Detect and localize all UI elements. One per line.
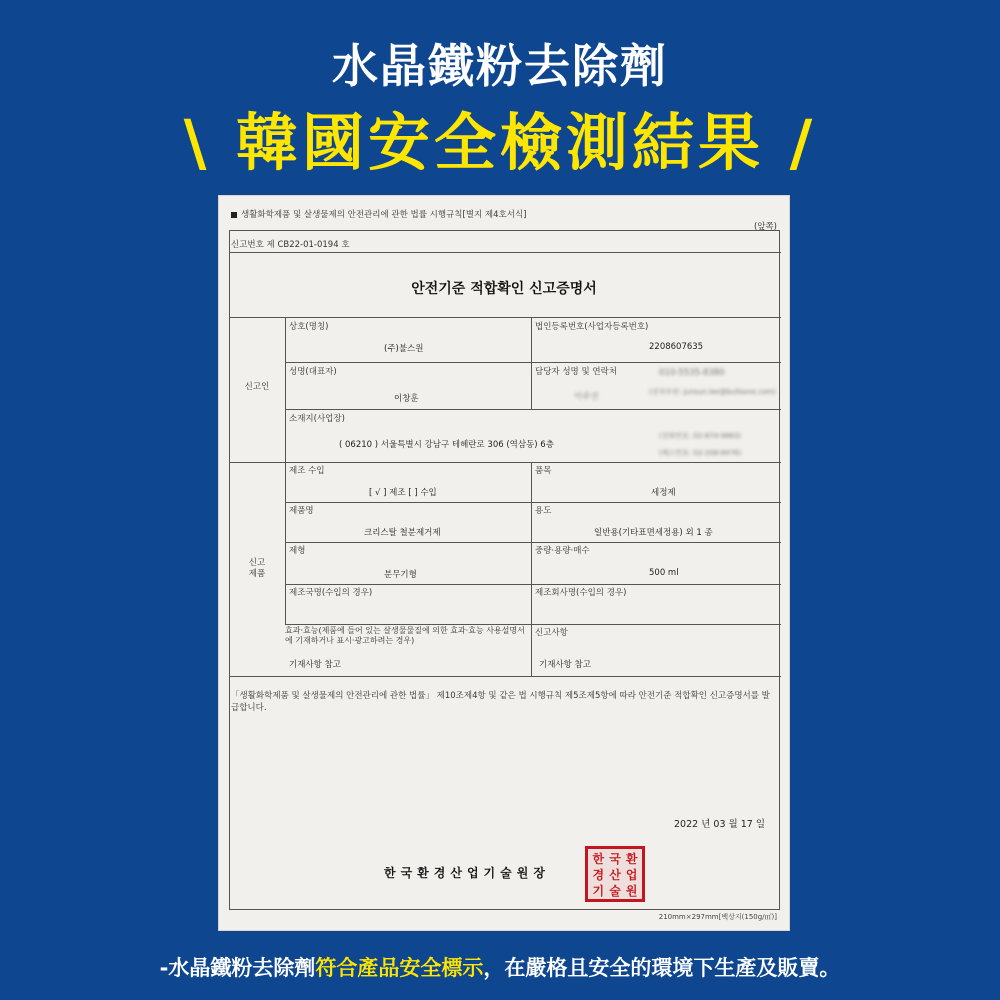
maker-label: 제조회사명(수입의 경우)	[535, 588, 627, 598]
contact-name: 이주선	[574, 392, 599, 402]
issue-date: 2022 년 03 월 17 일	[674, 819, 765, 830]
footer-suffix: ，在嚴格且安全的環境下生產及販賣。	[483, 956, 841, 980]
certificate-document	[219, 196, 789, 930]
use-value: 일반용(기타표면세정용) 외 1 종	[594, 528, 713, 538]
divider	[229, 252, 781, 253]
item-label: 품목	[535, 466, 552, 476]
tel-value: (전화번호: 02-874-9863)	[659, 432, 742, 440]
item-value: 세정제	[651, 488, 676, 498]
official-seal-stamp: 한 국 환 경 산 업 기 술 원	[585, 846, 645, 902]
product-name-label: 제품명	[289, 506, 314, 516]
divider	[285, 409, 781, 410]
divider	[229, 317, 781, 318]
notes-value: 기재사항 참고	[539, 660, 591, 670]
certificate-title: 안전기준 적합확인 신고증명서	[411, 281, 597, 297]
divider	[531, 462, 532, 624]
mfg-import-label: 제조 수입	[289, 466, 325, 476]
subtitle-text: 韓國安全檢測結果	[235, 106, 764, 179]
square-bullet-icon	[231, 212, 237, 218]
divider	[229, 676, 781, 677]
volume-label: 중량·용량·매수	[535, 546, 590, 556]
effect-value: 기재사항 참고	[289, 660, 341, 670]
representative-label: 성명(대표자)	[289, 367, 337, 377]
form-value: 분무기형	[384, 570, 417, 580]
use-label: 용도	[535, 506, 552, 516]
effect-label: 효과·효능(제품에 들어 있는 살생물물질에 의한 효과·효능 사용설명서에 기재하거나 표시·광고하려는 경우)	[285, 626, 525, 645]
footer-prefix: -水晶鐵粉去除劑	[159, 956, 316, 980]
left-slash: \	[183, 106, 211, 179]
right-slash: /	[789, 106, 817, 179]
declaration-text: 「생활화학제품 및 살생물제의 안전관리에 관한 법률」 제10조제4항 및 같은 법 시행규칙 제5조제5항에 따라 안전기준 적합확인 신고증명서를 발급합니다.	[231, 691, 770, 713]
footer-caption	[0, 952, 1000, 982]
divider	[531, 624, 532, 676]
header-subtitle	[0, 93, 1000, 182]
form-label: 제형	[289, 546, 306, 556]
applicant-label: 신고인	[244, 382, 270, 392]
divider	[285, 624, 781, 625]
product-name-value: 크리스탈 철분제거제	[364, 528, 441, 538]
volume-value: 500 ml	[649, 568, 679, 578]
footer-highlight: 符合產品安全標示	[315, 956, 484, 980]
address-value: ( 06210 ) 서울특별시 강남구 테헤란로 306 (역삼동) 6층	[339, 440, 554, 450]
bizno-label: 법인등록번호(사업자등록번호)	[535, 322, 649, 332]
country-label: 제조국명(수입의 경우)	[289, 588, 373, 598]
header-title: 水晶鐵粉去除劑	[332, 39, 668, 93]
divider	[285, 362, 781, 363]
product-section-label: 신고 제품	[248, 558, 266, 579]
contact-phone: 010-5535-8380	[659, 368, 725, 378]
law-title: 생활화학제품 및 살생물제의 안전관리에 관한 법률 시행규칙[별지 제4호서식]	[231, 208, 527, 220]
paper-size-note: 210mm×297mm[백상지(150g/㎡)]	[658, 913, 777, 921]
company-value: (주)불스원	[384, 344, 424, 354]
fax-value: (팩스번호: 02-208-8476)	[659, 449, 742, 457]
divider	[229, 462, 781, 463]
bizno-value: 2208607635	[649, 342, 704, 352]
contact-label: 담당자 성명 및 연락처	[535, 367, 618, 377]
divider	[531, 317, 532, 409]
address-label: 소재지(사업장)	[289, 414, 345, 424]
divider	[285, 502, 781, 503]
notes-label: 신고사항	[535, 628, 568, 638]
divider	[285, 317, 286, 624]
divider	[285, 542, 781, 543]
contact-email: (전자우편: junsun.lee@bullsone.com)	[649, 388, 776, 396]
registration-number: 신고번호 제 CB22-01-0194 호	[231, 240, 350, 250]
representative-value: 이창훈	[394, 394, 419, 404]
divider	[285, 584, 781, 585]
front-side-label: (앞쪽)	[753, 222, 777, 232]
certificate-frame	[229, 230, 780, 910]
company-label: 상호(명칭)	[289, 322, 329, 332]
mfg-import-value: [ √ ] 제조 [ ] 수입	[369, 488, 437, 498]
issuing-agency: 한국환경산업기술원장	[384, 866, 550, 880]
